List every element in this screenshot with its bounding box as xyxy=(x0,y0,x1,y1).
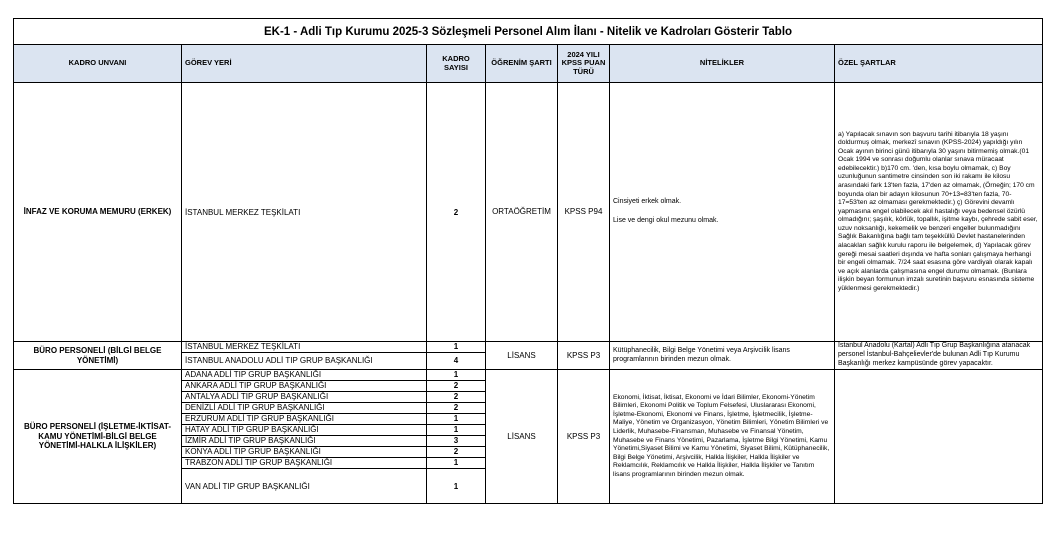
count-cell: 1 xyxy=(427,458,486,469)
header-kpss: 2024 YILI KPSS PUAN TÜRÜ xyxy=(558,45,610,83)
header-ozel-sartlar: ÖZEL ŞARTLAR xyxy=(835,45,1043,83)
header-nitelikler: NİTELİKLER xyxy=(610,45,835,83)
location-cell: DENİZLİ ADLİ TIP GRUP BAŞKANLIĞI xyxy=(182,403,427,414)
personnel-table-container xyxy=(13,18,1043,504)
location-cell: VAN ADLİ TIP GRUP BAŞKANLIĞI xyxy=(182,469,427,504)
location-cell: KONYA ADLİ TIP GRUP BAŞKANLIĞI xyxy=(182,447,427,458)
ogrenim-cell: LİSANS xyxy=(486,342,558,370)
location-cell: İSTANBUL ANADOLU ADLİ TIP GRUP BAŞKANLIĞI xyxy=(182,353,427,370)
count-cell: 2 xyxy=(427,392,486,403)
header-kadro-sayisi: KADRO SAYISI xyxy=(427,45,486,83)
kpss-cell: KPSS P3 xyxy=(558,370,610,504)
location-cell: İSTANBUL MERKEZ TEŞKİLATI xyxy=(182,83,427,342)
count-cell: 1 xyxy=(427,425,486,436)
location-cell: ADANA ADLİ TIP GRUP BAŞKANLIĞI xyxy=(182,370,427,381)
count-cell: 2 xyxy=(427,83,486,342)
personnel-table xyxy=(13,18,1043,504)
count-cell: 2 xyxy=(427,447,486,458)
ozel-sartlar-cell xyxy=(835,370,1043,504)
count-cell: 2 xyxy=(427,403,486,414)
table-row xyxy=(14,83,1043,342)
kadro-cell: BÜRO PERSONELİ (İŞLETME-İKTİSAT-KAMU YÖNETİMİ-BİLGİ BELGE YÖNETİMİ-HALKLA İLİŞKİLER) xyxy=(14,370,182,504)
header-gorev-yeri: GÖREV YERİ xyxy=(182,45,427,83)
count-cell: 3 xyxy=(427,436,486,447)
header-row xyxy=(14,45,1043,83)
nitelik-cell: Ekonomi, İktisat, İktisat, Ekonomi ve İdari Bilimler, Ekonomi-Yönetim Bilimleri, Ekonomi Politik ve Toplum Felsefesi, Uluslararası Ekonomi, İşletme-Ekonomi, Ekonomi ve Finans, İşletme, İşletmecilik, İşletme-Maliye, Yönetim ve Organizasyon, Yönetim Bilimleri, Yönetim Bilimleri ve Liderlik, Muhasebe-Finansman, Muhasebe ve Finansal Yönetim, Muhasebe ve Finans Yönetimi, Pazarlama, İşletme Bilgi Yönetimi, Kamu Yönetimi,Siyaset Bilimi ve Kamu Yönetimi, Siyaset Bilimi, Kütüphanecilik, Bilgi Belge Yönetimi, Arşivcilik, Halkla İlişkiler, Halkla İlişkiler ve Reklamcılık, Reklamcılık ve Halkla İlişkiler, Halkla İlişkiler ve Tanıtım lisans programlarının birinden mezun olmak. xyxy=(610,370,835,504)
table-title: EK-1 - Adli Tıp Kurumu 2025-3 Sözleşmeli Personel Alım İlanı - Nitelik ve Kadroları Gösterir Tablo xyxy=(14,19,1043,45)
nitelik-cell: Kütüphanecilik, Bilgi Belge Yönetimi veya Arşivcilik lisans programlarının birinden mezun olmak. xyxy=(610,342,835,370)
count-cell: 1 xyxy=(427,342,486,353)
count-cell: 1 xyxy=(427,469,486,504)
kpss-cell: KPSS P3 xyxy=(558,342,610,370)
header-ogrenim-sarti: ÖĞRENİM ŞARTI xyxy=(486,45,558,83)
ogrenim-cell: ORTAÖĞRETİM xyxy=(486,83,558,342)
ozel-sartlar-cell: İstanbul Anadolu (Kartal) Adli Tıp Grup Başkanlığına atanacak personel İstanbul-Bahçelievler'de bulunan Adli Tıp Kurumu Başkanlığı merkez kampüsünde görev yapacaktır. xyxy=(835,342,1043,370)
nitelik-line: Cinsiyeti erkek olmak. xyxy=(613,198,682,206)
location-cell: İSTANBUL MERKEZ TEŞKİLATI xyxy=(182,342,427,353)
table-row xyxy=(14,342,1043,353)
count-cell: 2 xyxy=(427,381,486,392)
header-kadro-unvani: KADRO UNVANI xyxy=(14,45,182,83)
count-cell: 1 xyxy=(427,414,486,425)
location-cell: ANKARA ADLİ TIP GRUP BAŞKANLIĞI xyxy=(182,381,427,392)
location-cell: İZMİR ADLİ TIP GRUP BAŞKANLIĞI xyxy=(182,436,427,447)
ozel-sartlar-cell: a) Yapılacak sınavın son başvuru tarihi itibarıyla 18 yaşını doldurmuş olmak, merkezî sınavın (KPSS-2024) yapıldığı yılın Ocak ayının birinci günü itibarıyla 30 yaşını bitirmemiş olmak.(01 Ocak 1994 ve sonrası doğumlu olanlar sınava müracaat edebilecektir.) b)170 cm. 'den, kısa boylu olmamak, c) Boy uzunluğunun santimetre cinsinden son iki rakamı ile kilosu arasındaki fark 13'ten fazla, 17'den az olmamak, (Örneğin; 170 cm boyunda olan bir adayın kilosunun 70+13=83'ten fazla, 70- 17=53'ten az olmaması gerekmektedir.) ç) Görevini devamlı yapmasına engel olabilecek akıl hastalığı veya bedensel özürlü olmadığını; şaşılık, körlük, topallık, işitme kaybı, çehrede sabit eser, uzuv noksanlığı, kekemelik ve benzeri engeller bulunmadığını Sağlık Bakanlığına bağlı tam teşekküllü Devlet hastanelerinden alacakları sağlık kurulu raporu ile belgelemek, d) Yapılacak görev gereği mesai saatleri dışında ve hafta sonları çalışmaya herhangi bir engeli olmamak. 7/24 saat esasına göre vardiyalı olarak kapalı ve açık alanlarda çalışmasına engel durumu olmamak. (Bunlara ilişkin beyan formunun imzalı suretinin başvuru esnasında sisteme yüklenmesi gerekmektedir.) xyxy=(835,83,1043,342)
table-row xyxy=(14,370,1043,381)
kpss-cell: KPSS P94 xyxy=(558,83,610,342)
count-cell: 1 xyxy=(427,370,486,381)
kadro-cell: İNFAZ VE KORUMA MEMURU (ERKEK) xyxy=(14,83,182,342)
nitelik-cell xyxy=(610,83,835,342)
location-cell: ANTALYA ADLİ TIP GRUP BAŞKANLIĞI xyxy=(182,392,427,403)
ogrenim-cell: LİSANS xyxy=(486,370,558,504)
nitelik-line: Lise ve dengi okul mezunu olmak. xyxy=(613,217,719,224)
count-cell: 4 xyxy=(427,353,486,370)
kadro-cell: BÜRO PERSONELİ (BİLGİ BELGE YÖNETİMİ) xyxy=(14,342,182,370)
location-cell: ERZURUM ADLİ TIP GRUP BAŞKANLIĞI xyxy=(182,414,427,425)
location-cell: HATAY ADLİ TIP GRUP BAŞKANLIĞI xyxy=(182,425,427,436)
location-cell: TRABZON ADLİ TIP GRUP BAŞKANLIĞI xyxy=(182,458,427,469)
